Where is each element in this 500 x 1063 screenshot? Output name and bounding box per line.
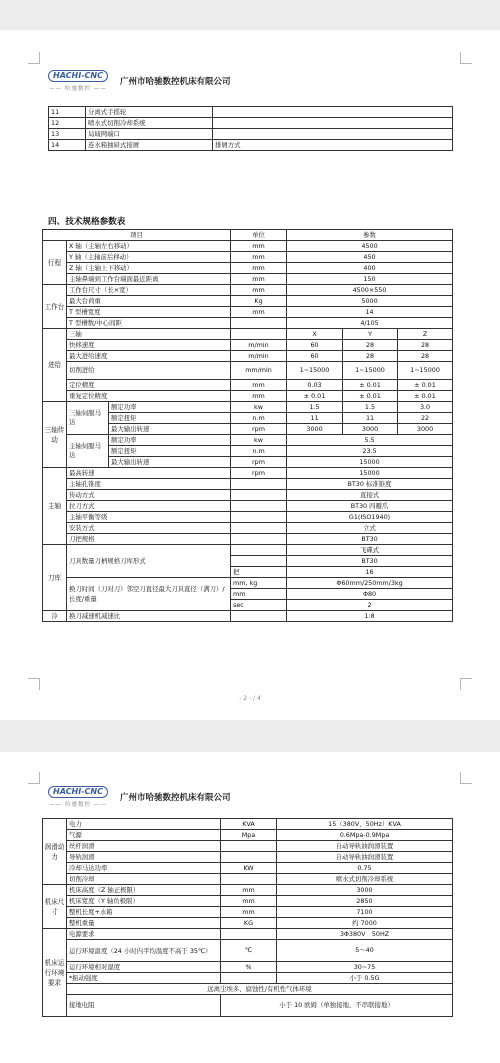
table-row: 主轴平衡等级 G1(ISO1940): [43, 512, 453, 523]
company-name: 广州市哈驰数控机床有限公司: [120, 77, 231, 87]
group-label: 主轴: [43, 468, 67, 545]
table-row: T 型槽数/中心间距 4/105: [43, 318, 453, 329]
table-row: 冷却马达功率 KW 0.75: [43, 863, 453, 874]
table-row: 三轴传动 三轴伺服马达 额定功率 kw 1.5 1.5 3.0: [43, 402, 453, 413]
document-page-2: [0, 752, 500, 1063]
group-label: 机床尺寸: [43, 885, 67, 929]
company-logo: [48, 70, 108, 92]
table-row: 11 分离式手摇轮: [49, 107, 453, 118]
logo-text: HACHI-CNC: [48, 786, 108, 798]
table-row: 最大输出转速 rpm 3000 3000 3000: [43, 424, 453, 435]
page-number: - 2 - / 4: [239, 695, 261, 702]
group-label: 工作台: [43, 285, 67, 329]
table-row: 额定扭矩 n.m 23.5: [43, 446, 453, 457]
table-row: 整机长度+水箱 mm 7100: [43, 907, 453, 918]
table-row: 14 连水箱抽屉式接屑 排屑方式: [49, 140, 453, 151]
table-row: 丝杆润滑 自动导轨油润滑装置: [43, 841, 453, 852]
table-row: 主轴 最高转速 rpm 15000: [43, 468, 453, 479]
table-row: 冷 换刀减速机减速比 1:8: [43, 611, 453, 622]
table-row: 远离尘埃多、腐蚀性/有机性气体环境: [43, 984, 453, 995]
feature-list-table: [48, 106, 453, 151]
crop-mark: [28, 678, 40, 690]
table-row: 机床尺寸 机床高度（Z 轴正极限） mm 3000: [43, 885, 453, 896]
table-row: 拉刀方式 BT30 四瓣爪: [43, 501, 453, 512]
table-row: Y 轴（主轴前后移动） mm 450: [43, 252, 453, 263]
table-row: BT30: [43, 556, 453, 567]
page-header: [48, 70, 468, 94]
group-label: 进给: [43, 329, 67, 402]
group-label: 冷: [43, 611, 67, 622]
table-row: 机床运行环境要求 电源要求 3Φ380V 50HZ: [43, 929, 453, 940]
table-row: 主轴孔锥度 BT30 标准锥度: [43, 479, 453, 490]
table-header-row: 项目 单位 参数: [43, 230, 453, 241]
table-row: 把 16: [43, 567, 453, 578]
spec-table-continued: [42, 818, 453, 1017]
table-row: 接地电阻 小于 10 欧姆（单独接地、不串联接地）: [43, 995, 453, 1017]
group-label: 机床运行环境要求: [43, 929, 67, 1017]
group-label: 三轴传动: [43, 402, 67, 468]
table-row: 气源 Mpa 0.6Mpa-0.9Mpa: [43, 830, 453, 841]
crop-mark: [460, 678, 472, 690]
table-row: 12 喷水式切削冷却系统: [49, 118, 453, 129]
company-name: 广州市哈驰数控机床有限公司: [120, 793, 231, 803]
table-row: *振动强度 小于 0.5G: [43, 973, 453, 984]
table-row: 刀库 刀具数量刀柄规格刀库形式 飞碟式: [43, 545, 453, 556]
table-row: 导轨润滑 自动导轨油润滑装置: [43, 852, 453, 863]
table-row: 传动方式 直接式: [43, 490, 453, 501]
table-row: 额定扭矩 n.m 11 11 22: [43, 413, 453, 424]
page-header: [48, 786, 468, 810]
crop-mark: [28, 772, 40, 784]
logo-subtext: —— 哈驰数控 ——: [49, 802, 107, 808]
crop-mark: [460, 772, 472, 784]
table-row: 切削进给 mm/min 1~15000 1~15000 1~15000: [43, 362, 453, 380]
table-row: 最大台荷重 Kg 5000: [43, 296, 453, 307]
table-row: 安装方式 立式: [43, 523, 453, 534]
logo-text: HACHI-CNC: [48, 70, 108, 82]
table-row: 机床宽度（Y 轴负极限） mm 2850: [43, 896, 453, 907]
table-row: 切削冷却 喷水式切削冷却系统: [43, 874, 453, 885]
crop-mark: [460, 52, 472, 64]
table-row: 主轴伺服马达 额定功率 kw 5.5: [43, 435, 453, 446]
table-row: mm Φ80: [43, 589, 453, 600]
table-row: 主轴鼻端到工作台端面最近距离 mm 150: [43, 274, 453, 285]
subgroup-label: 主轴伺服马达: [67, 435, 109, 468]
group-label: 刀库: [43, 545, 67, 611]
table-row: 进给 三轴 X Y Z: [43, 329, 453, 340]
table-row: 最大进给速度 m/min 60 28 28: [43, 351, 453, 362]
company-logo: [48, 786, 108, 808]
table-row: T 型槽宽度 mm 14: [43, 307, 453, 318]
subgroup-label: 三轴伺服马达: [67, 402, 109, 435]
section-title: 四、技术规格参数表: [48, 217, 126, 227]
table-row: 运行环境温度（24 小时内平均温度不高于 35℃） ℃ 5～40: [43, 940, 453, 962]
table-row: 行程 X 轴（主轴左右移动） mm 4500: [43, 241, 453, 252]
group-label: 行程: [43, 241, 67, 285]
group-label: 润滑动力: [43, 819, 67, 885]
spec-table: [42, 229, 453, 622]
table-row: 快移速度 m/min 60 28 28: [43, 340, 453, 351]
table-row: 13 局域网端口: [49, 129, 453, 140]
logo-subtext: —— 哈驰数控 ——: [49, 86, 107, 92]
table-row: sec 2: [43, 600, 453, 611]
table-row: 最大输出转速 rpm 15000: [43, 457, 453, 468]
table-row: 润滑动力 电力 KVA 15（380V、50Hz）KVA: [43, 819, 453, 830]
table-row: 运行环境相对湿度 % 30~75: [43, 962, 453, 973]
table-row: 刀把规格 BT30: [43, 534, 453, 545]
table-row: 换刀时间（刀对刀）邻空刀直径最大刀具直径（满刀）/长度/重量 mm, kg Φ60mm/250mm/3kg: [43, 578, 453, 589]
table-row: 定位精度 mm 0.03 ± 0.01 ± 0.01: [43, 380, 453, 391]
crop-mark: [28, 52, 40, 64]
document-page-1: [0, 30, 500, 720]
table-row: Z 轴（主轴上下移动） mm 400: [43, 263, 453, 274]
table-row: 工作台 工作台尺寸（长×宽） mm 4500×550: [43, 285, 453, 296]
table-row: 整机重量 KG 约 7000: [43, 918, 453, 929]
table-row: 重复定位精度 mm ± 0.01 ± 0.01 ± 0.01: [43, 391, 453, 402]
